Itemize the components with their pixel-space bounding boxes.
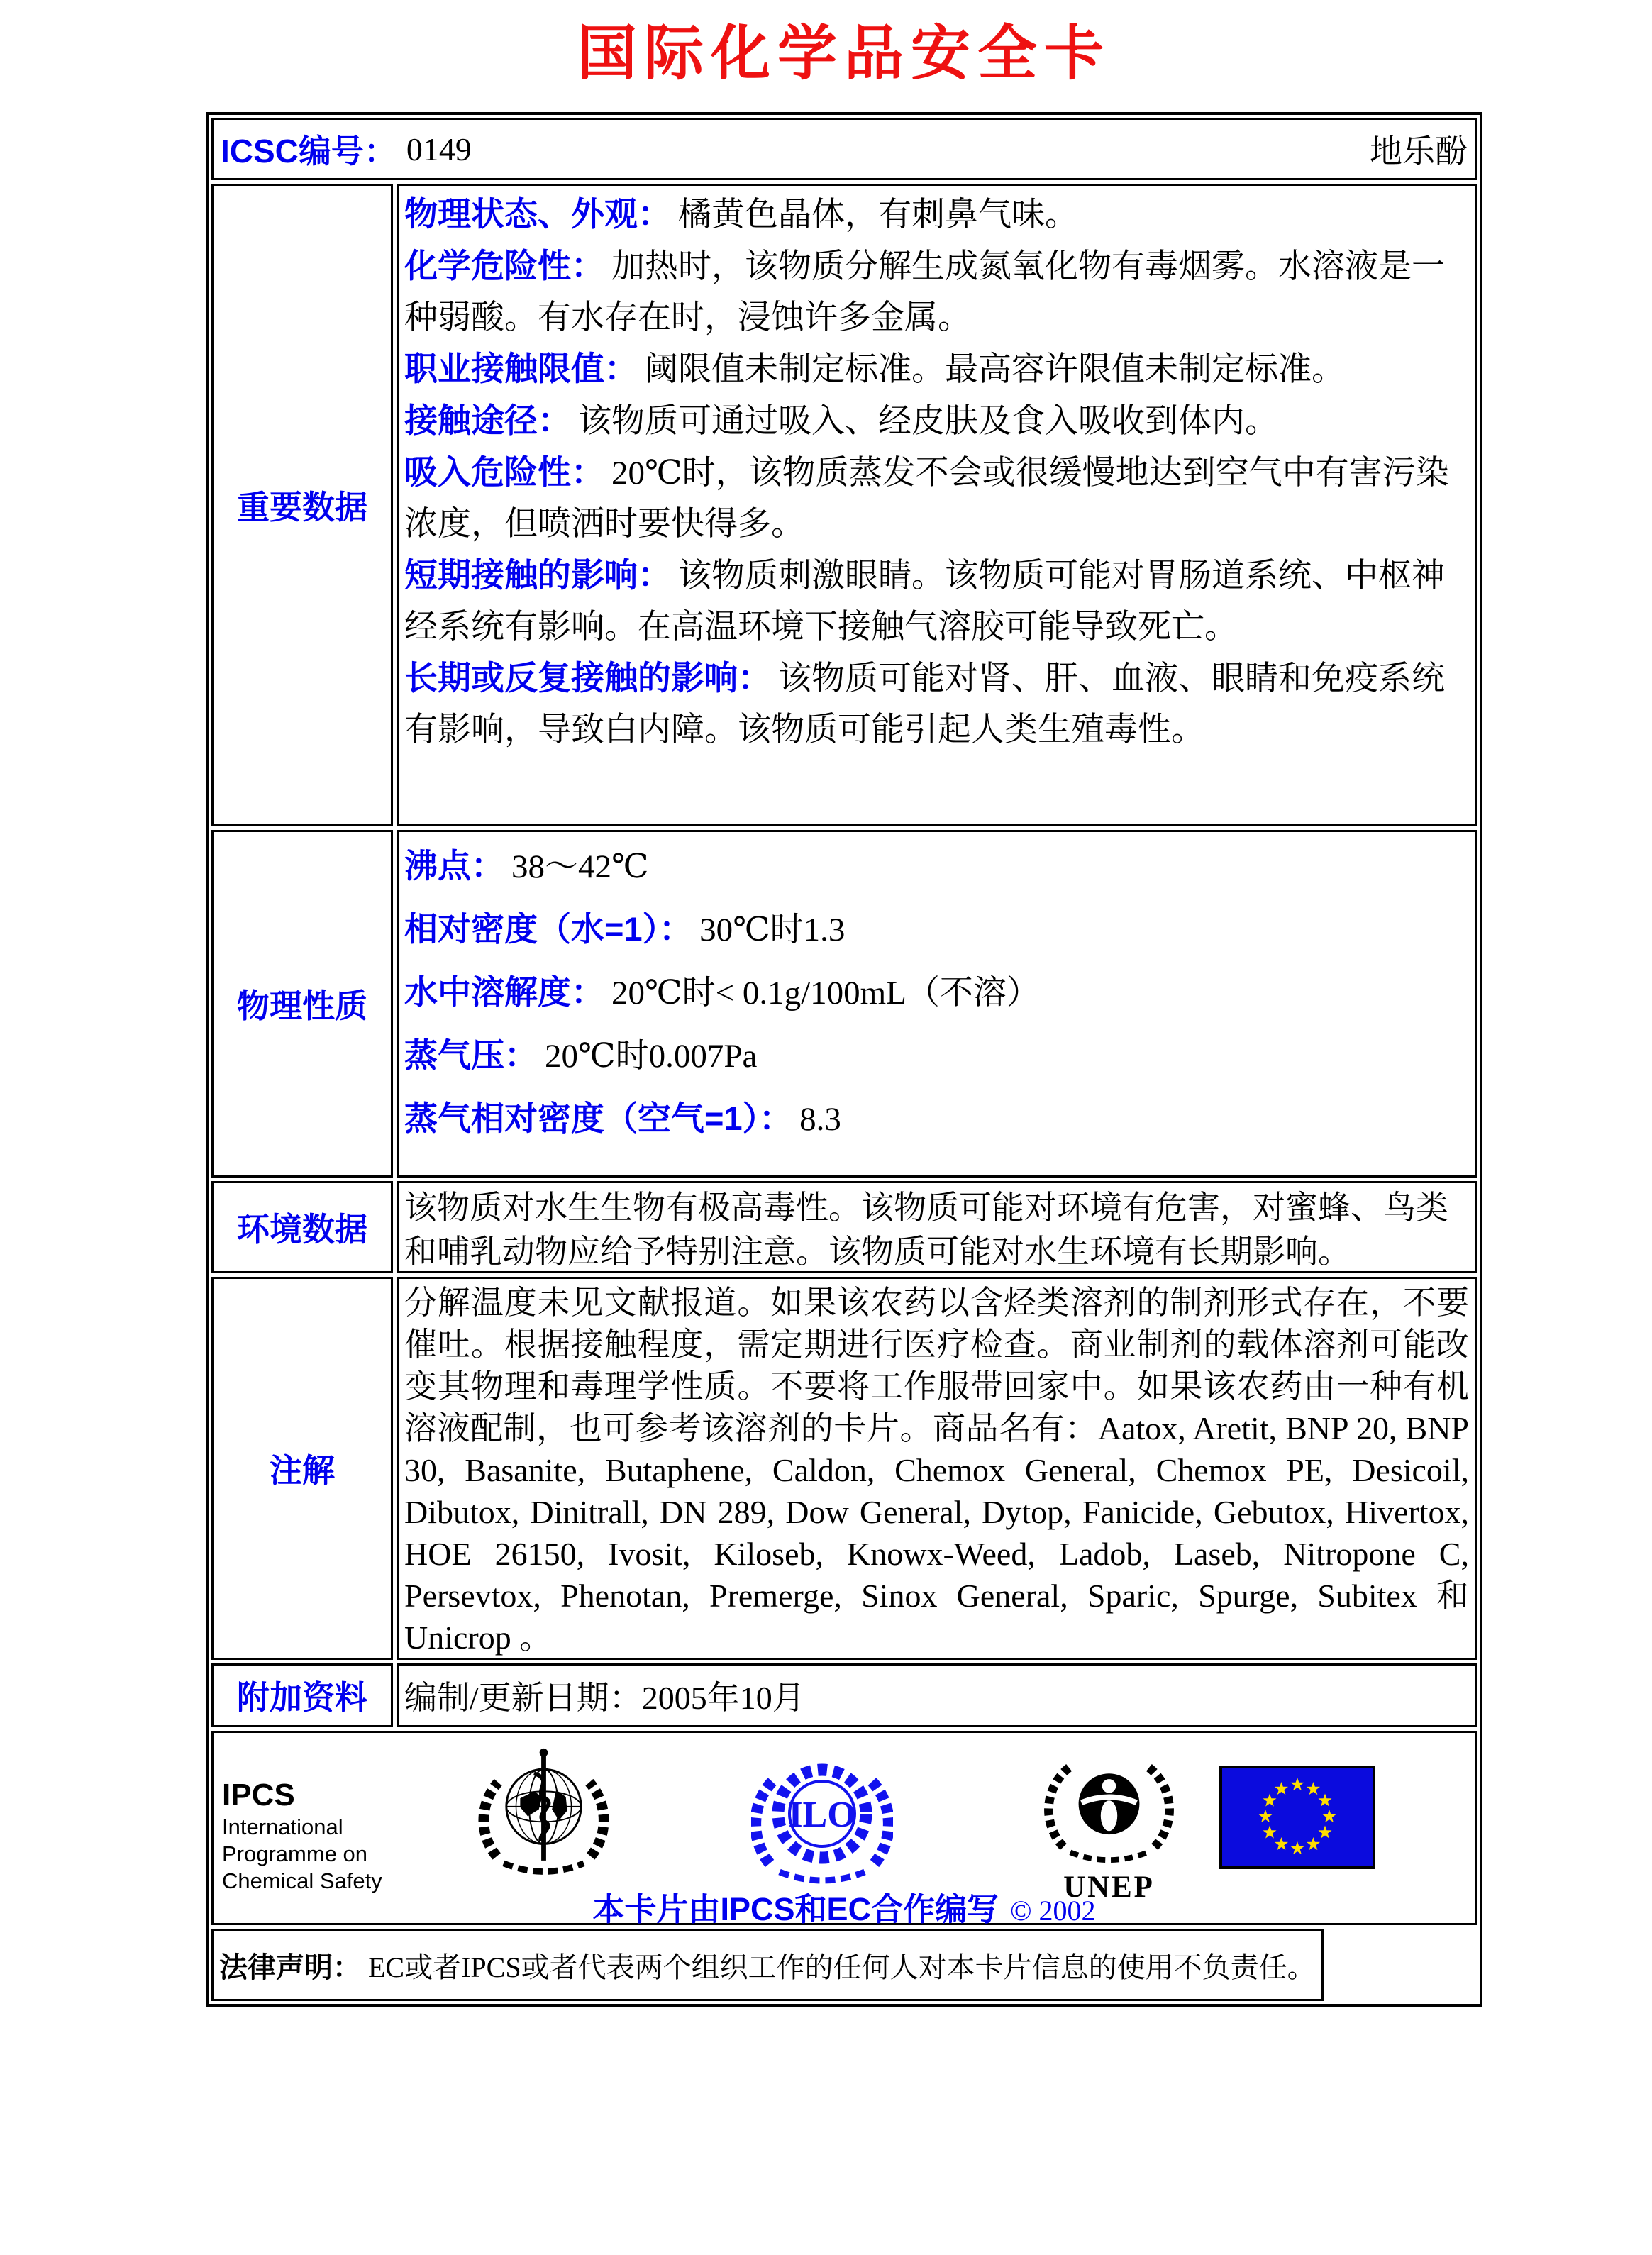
caption-text: 本卡片由IPCS和EC合作编写 [592,1891,999,1927]
notes-text: 分解温度未见文献报道。如果该农药以含烃类溶剂的制剂形式存在，不要催吐。根据接触程度，需定期进行医疗检查。商业制剂的载体溶剂可能改变其物理和毒理学性质。不要将工作服带回家中。如果该农药由一种有机溶液配制，也可参考该溶剂的卡片。商品名有：Aatox, Aretit, BNP 20, BNP 30, Basanite, Butaphene, Caldon, Chemox General, Chemox PE, Desicoil, Dibutox, Dinitrall, DN 289, Dow General, Dytop, Fanicide, Gebutox, Hivertox, HOE 26150, Ivosit, Kiloseb, Knowx-Weed, Ladob, Laseb, Nitropone C, Persevtox, Phenotan, Premerge, Sinox General, Sparic, Spurge, Subitex 和 Unicrop 。 [404,1285,1469,1656]
field-exposure-routes: 接触途径： 该物质可通过吸入、经皮肤及食入吸收到体内。 [404,401,1278,440]
icsc-number-group [221,126,472,172]
ipcs-line-2: Programme on [222,1841,368,1866]
who-emblem-icon [475,1744,613,1886]
environmental-data-row [211,1181,1477,1273]
header-row [211,118,1477,180]
ilo-emblem-icon [751,1744,893,1893]
important-data-content [397,184,1477,826]
physical-properties-row [211,830,1477,1178]
field-long-term-effects: 长期或反复接触的影响： 该物质可能对肾、肝、血液、眼睛和免疫系统有影响，导致白内障。该物质可能引起人类生殖毒性。 [404,659,1445,748]
update-date-text: 编制/更新日期：2005年10月 [404,1680,805,1716]
field-inhalation-risk: 吸入危险性： 20℃时，该物质蒸发不会或很缓慢地达到空气中有害污染浓度，但喷洒时要快得多。 [404,453,1449,543]
field-relative-density: 相对密度（水=1）： 30℃时1.3 [404,910,846,948]
field-chemical-danger: 化学危险性： 加热时，该物质分解生成氮氧化物有毒烟雾。水溶液是一种弱酸。有水存在时，浸蚀许多金属。 [404,247,1445,336]
additional-info-row [211,1663,1477,1727]
header-cell [211,118,1477,180]
logos-row [211,1731,1477,1925]
important-data-row [211,184,1477,826]
additional-info-content [397,1663,1477,1727]
legal-cell [211,1929,1324,2001]
cooperation-caption [214,1883,1475,1929]
icsc-number-value: 0149 [406,131,472,167]
environmental-text: 该物质对水生生物有极高毒性。该物质可能对环境有危害，对蜜蜂、鸟类和哺乳动物应给予特别注意。该物质可能对水生环境有长期影响。 [404,1190,1448,1270]
field-water-solubility: 水中溶解度： 20℃时< 0.1g/100mL（不溶） [404,973,1040,1012]
legal-label: 法律声明： [219,1951,361,1983]
field-short-term-effects: 短期接触的影响： 该物质刺激眼睛。该物质可能对胃肠道系统、中枢神经系统有影响。在高温环境下接触气溶胶可能导致死亡。 [404,556,1445,646]
logos-cell [211,1731,1477,1925]
ipcs-line-1: International [222,1814,343,1839]
ipcs-line-3: Chemical Safety [222,1868,382,1893]
notes-row [211,1277,1477,1660]
copyright-text: © 2002 [1010,1895,1096,1927]
safety-card-table [206,112,1482,2007]
environmental-data-label: 环境数据 [211,1181,393,1273]
notes-label: 注解 [211,1277,393,1660]
field-occupational-limit: 职业接触限值： 阈限值未制定标准。最高容许限值未制定标准。 [404,350,1345,388]
important-data-label: 重要数据 [211,184,393,826]
ipcs-text-block [222,1777,382,1895]
field-physical-state: 物理状态、外观： 橘黄色晶体，有刺鼻气味。 [404,195,1078,233]
physical-properties-content [397,830,1477,1178]
field-boiling-point: 沸点： 38～42℃ [404,847,649,885]
legal-row [211,1929,1477,2001]
chemical-name: 地乐酚 [1370,133,1468,170]
ipcs-title: IPCS [222,1778,295,1812]
field-vapor-pressure: 蒸气压： 20℃时0.007Pa [404,1036,758,1075]
additional-info-label: 附加资料 [211,1663,393,1727]
field-vapor-density: 蒸气相对密度（空气=1）： 8.3 [404,1099,841,1138]
notes-content [397,1277,1477,1660]
page-title: 国际化学品安全卡 [577,18,1111,88]
environmental-data-content [397,1181,1477,1273]
eu-flag-icon [1219,1766,1375,1869]
icsc-number-label: ICSC编号： [221,133,397,170]
legal-text: EC或者IPCS或者代表两个组织工作的任何人对本卡片信息的使用不负责任。 [368,1951,1316,1983]
unep-emblem-icon [1040,1743,1178,1902]
ilo-letters: ILO [788,1795,856,1835]
unep-letters: UNEP [1063,1870,1155,1902]
physical-properties-label: 物理性质 [211,830,393,1178]
